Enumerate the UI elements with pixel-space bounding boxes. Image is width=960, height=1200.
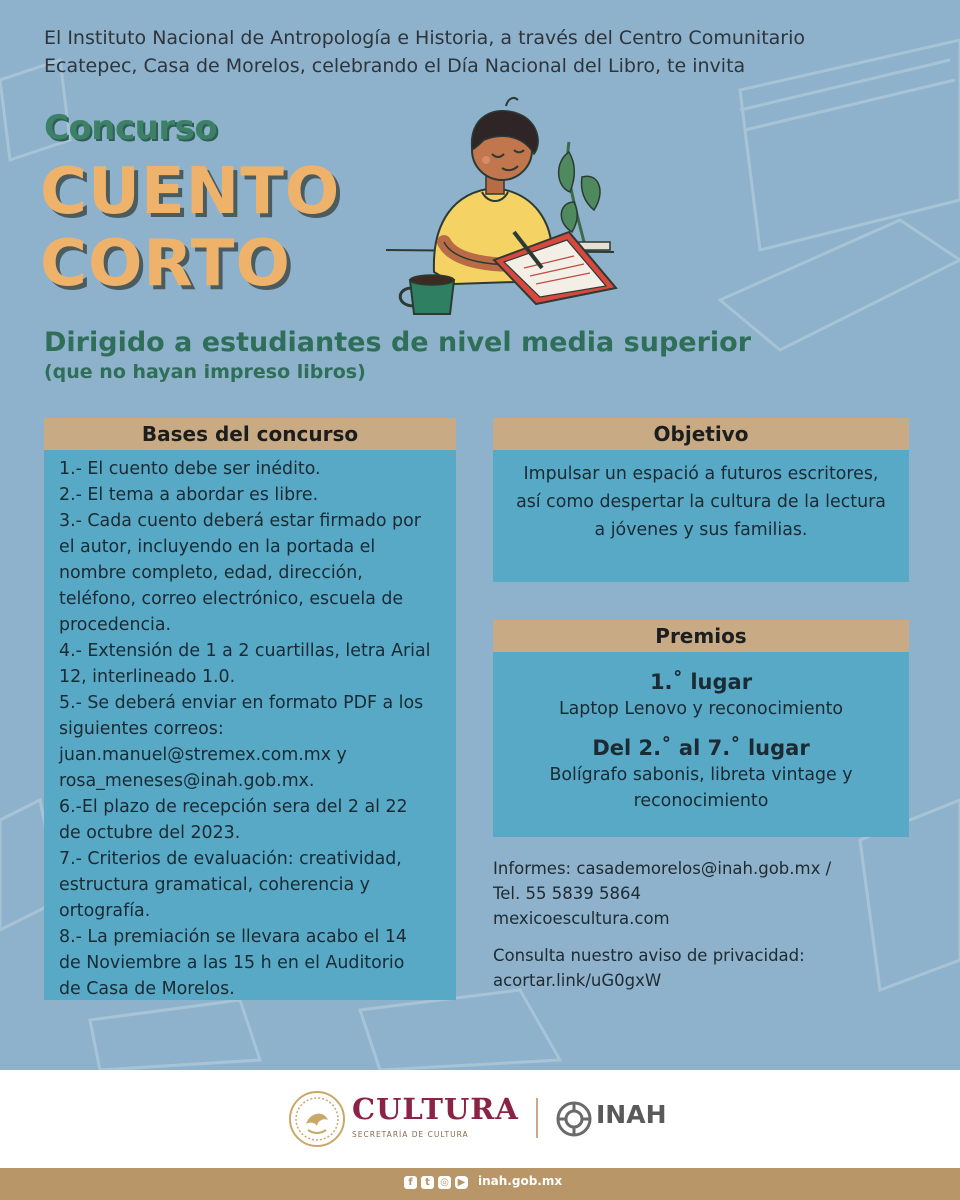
second-prize-title: Del 2.˚ al 7.˚ lugar xyxy=(592,736,810,760)
twitter-icon[interactable]: t xyxy=(421,1176,434,1189)
bases-heading: Bases del concurso xyxy=(44,418,456,450)
bases-line: 3.- Cada cuento deberá estar firmado por xyxy=(59,511,421,531)
intro-line-1: El Instituto Nacional de Antropología e Historia, a través del Centro Comunitario xyxy=(44,27,806,49)
second-prize-desc-2: reconocimiento xyxy=(633,791,769,811)
website-link[interactable]: inah.gob.mx xyxy=(478,1174,563,1188)
audience-line-1: Dirigido a estudiantes de nivel media superior xyxy=(44,327,752,358)
second-prize-desc-1: Bolígrafo sabonis, libreta vintage y xyxy=(549,765,853,785)
bases-line: 7.- Criterios de evaluación: creatividad, xyxy=(59,849,402,869)
audience-block xyxy=(44,326,751,384)
premios-panel xyxy=(493,652,909,837)
intro-text xyxy=(44,24,904,80)
mug-icon xyxy=(400,275,454,314)
bases-line: de Noviembre a las 15 h en el Auditorio xyxy=(59,953,405,973)
bases-line: 12, interlineado 1.0. xyxy=(59,667,236,687)
bases-line: 5.- Se deberá enviar en formato PDF a los xyxy=(59,693,424,713)
first-prize-desc: Laptop Lenovo y reconocimiento xyxy=(558,699,844,719)
objetivo-text xyxy=(493,450,909,544)
premios-heading: Premios xyxy=(493,620,909,652)
objetivo-line-2: así como despertar la cultura de la lectura xyxy=(516,492,886,512)
objetivo-heading: Objetivo xyxy=(493,418,909,450)
cultura-subtitle: SECRETARÍA DE CULTURA xyxy=(352,1130,469,1139)
bases-line: de Casa de Morelos. xyxy=(59,979,235,999)
bases-line: el autor, incluyendo en la portada el xyxy=(59,537,376,557)
bases-line: 4.- Extensión de 1 a 2 cuartillas, letra Arial xyxy=(59,641,431,661)
privacy-notice: Consulta nuestro aviso de privacidad: xyxy=(493,946,805,965)
mexico-seal-icon xyxy=(288,1090,346,1148)
bases-line: de octubre del 2023. xyxy=(59,823,241,843)
bases-line: 6.-El plazo de recepción sera del 2 al 22 xyxy=(59,797,408,817)
inah-logo-text: INAH xyxy=(596,1100,667,1129)
bases-line: estructura gramatical, coherencia y xyxy=(59,875,370,895)
bases-line: ortografía. xyxy=(59,901,151,921)
bases-line: 8.- La premiación se llevara acabo el 14 xyxy=(59,927,407,947)
girl-writing-illustration xyxy=(384,92,624,322)
bases-list xyxy=(44,450,456,1002)
bases-line: siguientes correos: xyxy=(59,719,224,739)
bases-line: nombre completo, edad, dirección, xyxy=(59,563,363,583)
contact-website[interactable]: mexicoescultura.com xyxy=(493,909,670,928)
contact-phone: Tel. 55 5839 5864 xyxy=(493,884,641,903)
intro-line-2: Ecatepec, Casa de Morelos, celebrando el Día Nacional del Libro, te invita xyxy=(44,55,746,77)
bases-line: 2.- El tema a abordar es libre. xyxy=(59,485,319,505)
facebook-icon[interactable]: f xyxy=(404,1176,417,1189)
bases-line: juan.manuel@stremex.com.mx y xyxy=(59,745,347,765)
objetivo-line-3: a jóvenes y sus familias. xyxy=(594,520,808,540)
bases-line: 1.- El cuento debe ser inédito. xyxy=(59,459,321,479)
first-prize-title: 1.˚ lugar xyxy=(649,670,753,694)
inah-emblem-icon xyxy=(556,1101,592,1137)
contact-info xyxy=(493,856,913,993)
title-cuento: CUENTO xyxy=(40,155,341,229)
objetivo-panel xyxy=(493,450,909,582)
instagram-icon[interactable]: ◎ xyxy=(438,1176,451,1189)
title-corto: CORTO xyxy=(40,227,291,301)
audience-line-2: (que no hayan impreso libros) xyxy=(44,361,366,383)
objetivo-line-1: Impulsar un espació a futuros escritores, xyxy=(523,464,879,484)
bases-line: teléfono, correo electrónico, escuela de xyxy=(59,589,404,609)
bases-panel xyxy=(44,450,456,1000)
contact-email[interactable]: Informes: casademorelos@inah.gob.mx / xyxy=(493,859,832,878)
privacy-link[interactable]: acortar.link/uG0gxW xyxy=(493,971,662,990)
bases-line: rosa_meneses@inah.gob.mx. xyxy=(59,771,315,791)
bases-line: procedencia. xyxy=(59,615,172,635)
youtube-icon[interactable]: ▶ xyxy=(455,1176,468,1189)
logo-divider xyxy=(536,1098,538,1138)
cultura-logo-text: CULTURA xyxy=(352,1092,519,1126)
title-concurso: Concurso xyxy=(44,108,218,148)
